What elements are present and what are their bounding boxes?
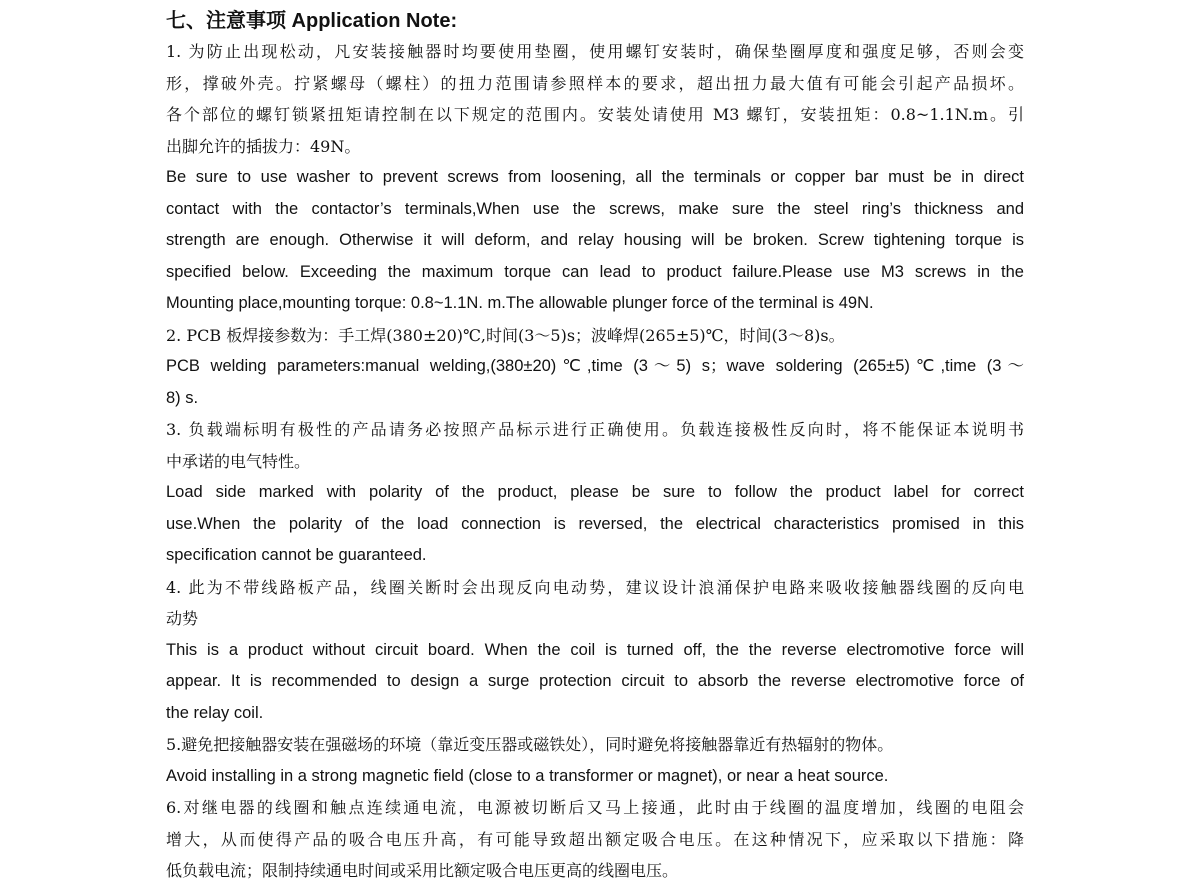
text-line: 5.避免把接触器安装在强磁场的环境（靠近变压器或磁铁处），同时避免将接触器靠近有热辐射的物体。: [166, 735, 894, 754]
text-line: PCB welding parameters:manual welding,(380±20)℃,time (3～5) s；wave soldering (265±5)℃,time (3～: [166, 357, 1024, 375]
text-line: Be sure to use washer to prevent screws from loosening, all the terminals or copper bar must be in direct: [166, 168, 1024, 186]
text-line: 1. 为防止出现松动，凡安装接触器时均要使用垫圈，使用螺钉安装时，确保垫圈厚度和强度足够，否则会变: [166, 42, 1024, 61]
text-line: 中承诺的电气特性。: [166, 451, 311, 471]
text-line: 低负载电流；限制持续通电时间或采用比额定吸合电压更高的线圈电压。: [166, 861, 679, 880]
text-line: specification cannot be guaranteed.: [166, 546, 427, 564]
text-line: 8) s.: [166, 388, 199, 407]
text-line: This is a product without circuit board. When the coil is turned off, the the reverse electromotive force will: [166, 640, 1024, 659]
text-line: 增大，从而使得产品的吸合电压升高，有可能导致超出额定吸合电压。在这种情况下，应采取以下措施：降: [166, 829, 1024, 849]
text-line: specified below. Exceeding the maximum torque can lead to product failure.Please use M3 screws in the: [166, 262, 1024, 281]
text-line: 各个部位的螺钉锁紧扭矩请控制在以下规定的范围内。安装处请使用 M3 螺钉，安装扭矩：0.8~1.1N.m。引: [166, 105, 1024, 124]
text-line: strength are enough. Otherwise it will deform, and relay housing will be broken. Screw tightening torque is: [166, 231, 1024, 249]
text-line: Avoid installing in a strong magnetic field (close to a transformer or magnet), or near a heat source.: [166, 766, 889, 785]
document-page: [166, 6, 1024, 887]
text-line: 2. PCB 板焊接参数为：手工焊(380±20)℃,时间(3～5)s；波峰焊(265±5)℃，时间(3～8)s。: [166, 325, 845, 345]
text-line: use.When the polarity of the load connection is reversed, the electrical characteristics promised in this: [166, 514, 1024, 533]
text-line: contact with the contactor’s terminals,When use the screws, make sure the steel ring’s thickness and: [166, 199, 1024, 218]
text-line: 3. 负载端标明有极性的产品请务必按照产品标示进行正确使用。负载连接极性反向时，将不能保证本说明书: [166, 420, 1024, 439]
text-line: appear. It is recommended to design a surge protection circuit to absorb the reverse electromotive force of: [166, 672, 1024, 690]
text-line: the relay coil.: [166, 703, 264, 722]
text-line: 4. 此为不带线路板产品，线圈关断时会出现反向电动势，建议设计浪涌保护电路来吸收接触器线圈的反向电: [166, 577, 1024, 597]
text-line: 形，撑破外壳。拧紧螺母（螺柱）的扭力范围请参照样本的要求，超出扭力最大值有可能会引起产品损坏。: [166, 73, 1024, 93]
text-line: 出脚允许的插拔力：49N。: [166, 136, 361, 156]
text-line: 6.对继电器的线圈和触点连续通电流，电源被切断后又马上接通，此时由于线圈的温度增加，线圈的电阻会: [166, 798, 1024, 817]
text-line: Load side marked with polarity of the product, please be sure to follow the product label for correct: [166, 483, 1024, 501]
document-body: [166, 36, 1024, 887]
text-line: Mounting place,mounting torque: 0.8~1.1N. m.The allowable plunger force of the terminal is 49N.: [166, 294, 874, 312]
section-title: 七、注意事项 Application Note:: [166, 10, 458, 32]
text-line: 动势: [166, 609, 199, 628]
